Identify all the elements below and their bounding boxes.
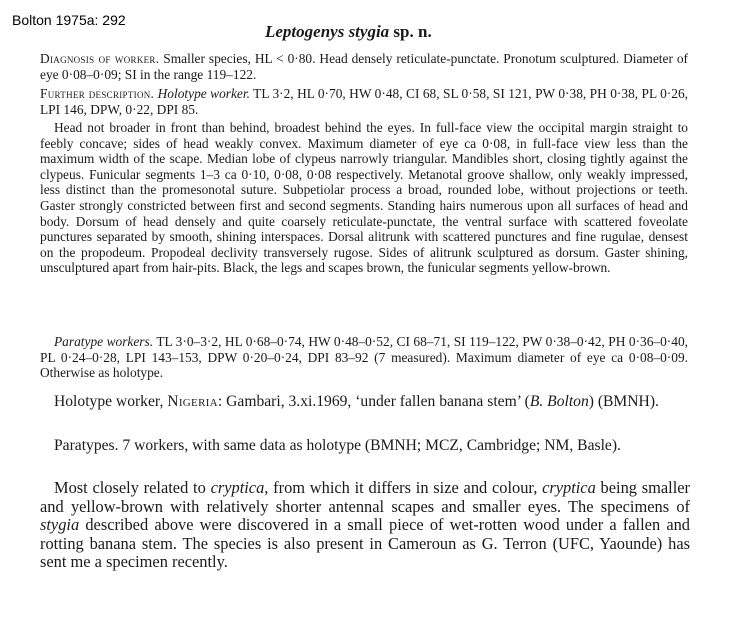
species-suffix: sp. n. xyxy=(389,22,432,41)
related-species-name-3: stygia xyxy=(40,515,80,534)
holotype-country: Nigeria xyxy=(167,393,218,410)
species-name: Leptogenys stygia xyxy=(265,22,390,41)
diagnosis-paragraph xyxy=(40,51,688,82)
related-text-1: Most closely related to xyxy=(54,478,211,497)
paratype-workers-text: TL 3·0–3·2, HL 0·68–0·74, HW 0·48–0·52, CI 68–71, SI 119–122, PW 0·38–0·42, PH 0·36–0·40, PL 0·24–0·28, LPI 143–153, DPW 0·20–0·24, DPI 83–92 (7 measured). Maximum diameter of eye ca 0·08–0·09. Otherwise as holotype. xyxy=(40,334,688,381)
holotype-subheading: Holotype worker. xyxy=(157,86,250,101)
further-text: TL 3·2, HL 0·70, HW 0·48, CI 68, SL 0·58, SI 121, PW 0·38, PH 0·38, PL 0·26, LPI 146, DPW, 0·22, DPI 85. xyxy=(40,86,689,117)
related-species-name-1: cryptica xyxy=(210,478,265,497)
paratypes-paragraph: Paratypes. 7 workers, with same data as holotype (BMNH; MCZ, Cambridge; NM, Basle). xyxy=(54,437,621,454)
holotype-collector: B. Bolton xyxy=(529,393,589,410)
citation-label: Bolton 1975a: 292 xyxy=(12,12,126,28)
holotype-paragraph xyxy=(40,393,690,411)
related-species-paragraph xyxy=(40,479,690,572)
paratype-workers-paragraph xyxy=(40,334,688,381)
related-text-4: described above were discovered in a small piece of wet-rotten wood under a fallen and rotting banana stem. The species is also present in Cameroun as G. Terron (UFC, Yaounde) has sent me a specimen recently. xyxy=(40,515,690,571)
further-heading: Further description. xyxy=(40,86,155,101)
related-species-name-2: cryptica xyxy=(542,478,596,497)
holotype-lead: Holotype worker, xyxy=(54,393,168,410)
related-text-2: , from which it differs in size and colour, xyxy=(264,478,543,497)
diagnosis-heading: Diagnosis of worker. xyxy=(40,51,160,66)
description-paragraph: Head not broader in front than behind, broadest behind the eyes. In full-face view the occipital margin straight to feebly concave; sides of head weakly convex. Maximum diameter of eye ca 0·08, in full-face view less than the maximum width of the scape. Median lobe of clypeus narrowly triangular. Mandibles short, closing tightly against the clypeus. Funicular segments 1–3 ca 0·10, 0·08, 0·08 respectively. Metanotal groove shallow, only weakly impressed, less distinct than the promesonotal suture. Subpetiolar process a broad, rounded lobe, without projections or teeth. Gaster strongly constricted between first and second segments. Standing hairs numerous upon all surfaces of head and body. Dorsum of head densely and quite coarsely reticulate-punctate, the ventral surface with scattered foveolate punctures separated by smooth, shining interspaces. Dorsal alitrunk with scattered punctures and fine rugulae, densest on the propodeum. Propodeal declivity transversely rugose. Sides of alitrunk sculptured as dorsum. Gaster shining, unsculptured apart from hair-pits. Black, the legs and scapes brown, the funicular segments yellow-brown. xyxy=(40,120,688,276)
paratype-workers-heading: Paratype workers. xyxy=(54,334,154,349)
diagnosis-text: Smaller species, HL < 0·80. Head densely reticulate-punctate. Pronotum sculptured. Diameter of eye 0·08–0·09; SI in the range 119–122. xyxy=(40,51,688,82)
holotype-end: ) (BMNH). xyxy=(588,393,659,410)
holotype-rest: : Gambari, 3.xi.1969, ‘under fallen banana stem’ ( xyxy=(217,393,530,410)
further-description-paragraph xyxy=(40,86,688,117)
related-text-3: being smaller and yellow-brown with relatively shorter antennal scapes and smaller eyes. The specimens of xyxy=(40,478,690,516)
species-title xyxy=(265,22,432,42)
